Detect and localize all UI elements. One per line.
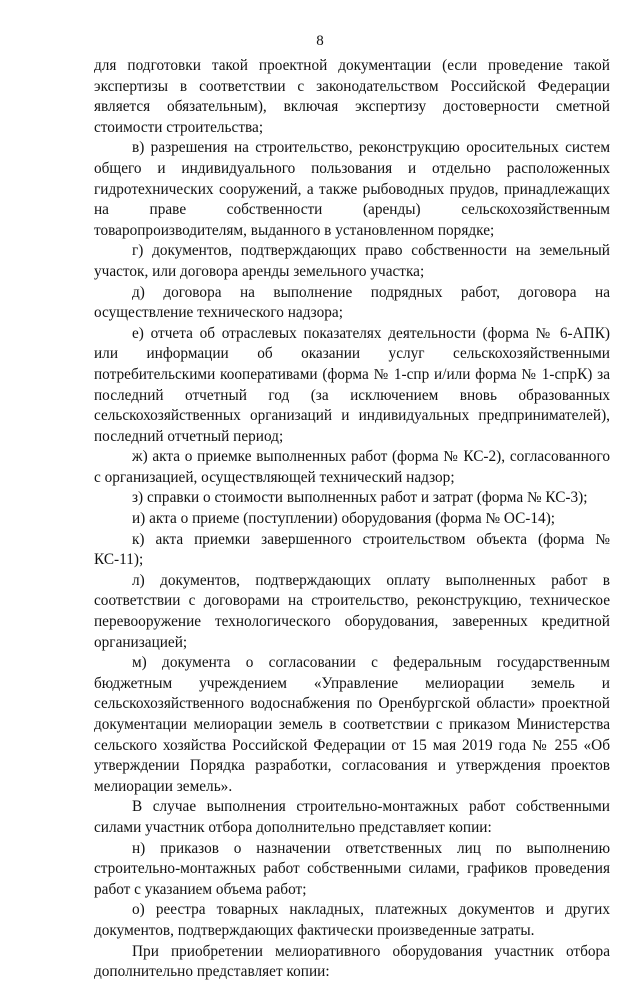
page-number: 8 (316, 33, 324, 49)
paragraph-item-n: н) приказов о назначении ответственных лиц по выполнению строительно-монтажных работ собственными силами, графиков проведения работ с указанием объема работ; (94, 839, 610, 898)
paragraph-continuation: для подготовки такой проектной документации (если проведение такой экспертизы в соответствии с законодательством Российской Федерации является обязательным), включая экспертизу достоверности сметной стоимости строительства; (94, 57, 610, 136)
paragraph-item-l: л) документов, подтверждающих оплату выполненных работ в соответствии с договорами на строительство, реконструкцию, техническое перевооружение технологического оборудования, заверенных кредитной организацией; (94, 571, 610, 651)
paragraph-equipment-purchase: При приобретении мелиоративного оборудования участник отбора дополнительно представляет копии: (94, 942, 610, 981)
paragraph-item-v: в) разрешения на строительство, реконструкцию оросительных систем общего и индивидуального пользования и отдельно расположенных гидротехнических сооружений, а также рыбоводных прудов, принадлежащих на праве собственности (аренды) сельскохозяйственным товаропроизводителям, выданного в установленном порядке; (94, 139, 610, 239)
paragraph-item-g: г) документов, подтверждающих право собственности на земельный участок, или договора аренды земельного участка; (94, 242, 610, 280)
document-body (94, 56, 610, 983)
paragraph-item-i: и) акта о приеме (поступлении) оборудования (форма № ОС-14); (132, 510, 556, 528)
paragraph-item-e: е) отчета об отраслевых показателях деятельности (форма № 6-АПК) или информации об оказании услуг сельскохозяйственными потребительскими кооперативами (форма № 1-спр и/или форма № 1-спрК) за последний отчетный год (за исключением вновь образованных сельскохозяйственных организаций и индивидуальных предпринимателей), последний отчетный период; (94, 324, 610, 445)
paragraph-item-z: з) справки о стоимости выполненных работ и затрат (форма № КС-3); (132, 489, 588, 507)
paragraph-own-forces: В случае выполнения строительно-монтажных работ собственными силами участник отбора дополнительно представляет копии: (94, 798, 610, 836)
paragraph-item-m: м) документа о согласовании с федеральным государственным бюджетным учреждением «Управление мелиорации земель и сельскохозяйственного водоснабжения по Оренбургской области» проектной документации мелиорации земель в соответствии с приказом Министерства сельского хозяйства Российской Федерации от 15 мая 2019 года № 255 «Об утверждении Порядка разработки, согласования и утверждения проектов мелиорации земель». (94, 654, 610, 795)
paragraph-item-o: о) реестра товарных накладных, платежных документов и других документов, подтверждающих фактически произведенные затраты. (94, 901, 610, 939)
paragraph-item-k: к) акта приемки завершенного строительством объекта (форма № КС-11); (94, 530, 610, 569)
paragraph-item-zh: ж) акта о приемке выполненных работ (форма № КС-2), согласованного с организацией, осуществляющей технический надзор; (94, 448, 610, 486)
paragraph-item-d: д) договора на выполнение подрядных работ, договора на осуществление технического надзора; (94, 283, 610, 322)
